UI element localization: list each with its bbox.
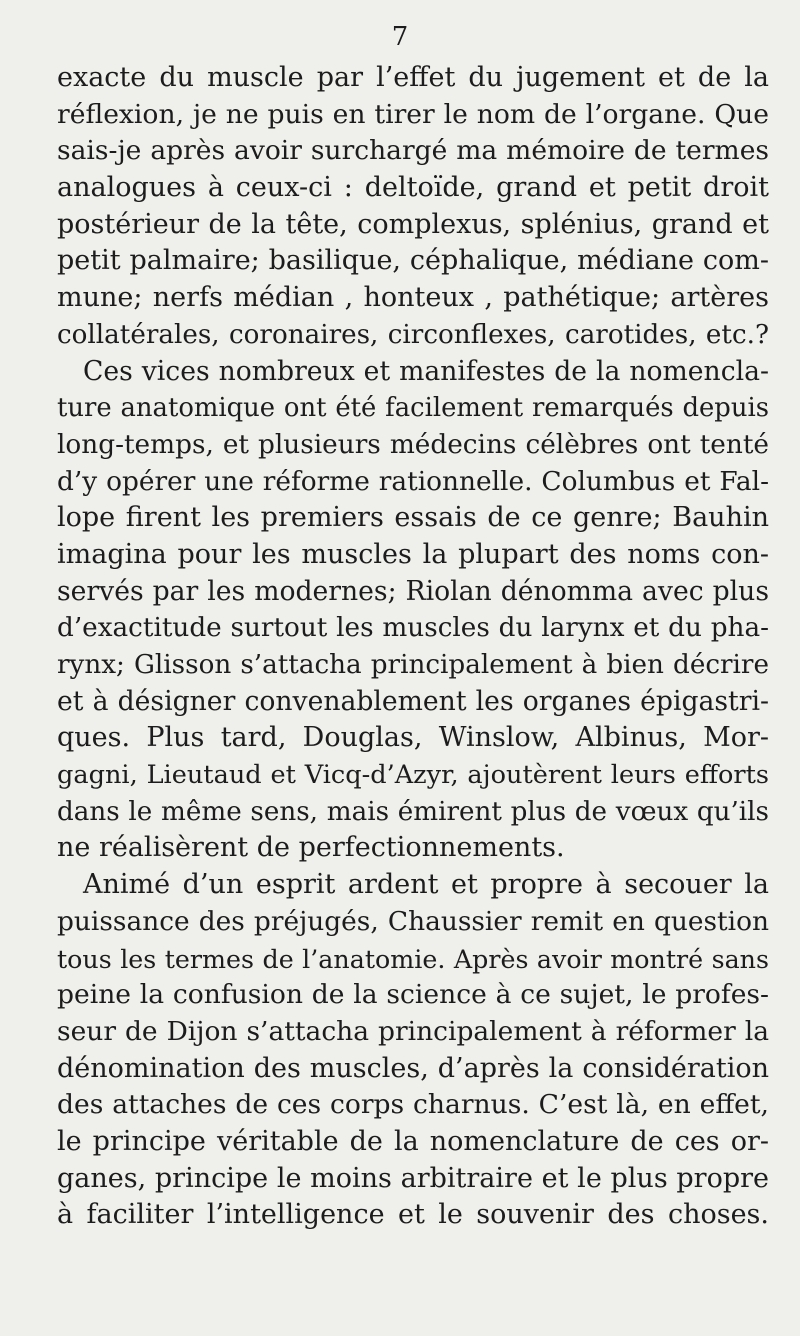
text-line: dans le même sens, mais émirent plus de vœux qu’ils (57, 796, 769, 827)
paragraph-last-line: ne réalisèrent de perfectionnements. (57, 832, 565, 864)
text-line: analogues à ceux-ci : deltoïde, grand et petit droit (57, 172, 769, 204)
text-line: réflexion, je ne puis en tirer le nom de l’organe. Que (57, 98, 769, 130)
paragraph-first-line: Animé d’un esprit ardent et propre à secouer la (83, 869, 769, 901)
text-line: sais-je après avoir surchargé ma mémoire de termes (57, 135, 769, 167)
text-line: à faciliter l’intelligence et le souvenir des choses. (57, 1199, 769, 1231)
text-line: tous les termes de l’anatomie. Après avoir montré sans (57, 943, 769, 974)
text-line: ques. Plus tard, Douglas, Winslow, Albinus, Mor- (57, 722, 769, 754)
text-line: exacte du muscle par l’effet du jugement et de la (57, 62, 769, 93)
text-line: des attaches de ces corps charnus. C’est là, en effet, (57, 1089, 769, 1121)
text-line: imagina pour les muscles la plupart des noms con- (57, 538, 769, 570)
text-line: servés par les modernes; Riolan dénomma avec plus (57, 575, 769, 607)
text-line: lope firent les premiers essais de ce genre; Bauhin (57, 502, 769, 534)
text-line: postérieur de la tête, complexus, splénius, grand et (57, 208, 769, 240)
text-line: le principe véritable de la nomenclature de ces or- (57, 1125, 769, 1157)
text-line: collatérales, coronaires, circonflexes, carotides, etc.? (57, 319, 769, 350)
text-line: et à désigner convenablement les organes épigastri- (57, 685, 769, 717)
text-line: ture anatomique ont été facilement remarqués depuis (57, 393, 769, 424)
text-line: puissance des préjugés, Chaussier remit en question (57, 905, 769, 937)
text-line: dénomination des muscles, d’après la considération (57, 1052, 769, 1084)
body-text (57, 60, 769, 1234)
paragraph-first-line: Ces vices nombreux et manifestes de la nomencla- (83, 355, 769, 387)
text-line: petit palmaire; basilique, céphalique, médiane com- (57, 245, 769, 277)
text-line: long-temps, et plusieurs médecins célèbres ont tenté (57, 429, 769, 460)
text-line: mune; nerfs médian , honteux , pathétique; artères (57, 282, 769, 314)
page-number: 7 (391, 22, 409, 52)
text-line: ganes, principe le moins arbitraire et le plus propre (57, 1162, 769, 1194)
text-line: seur de Dijon s’attacha principalement à réformer la (57, 1015, 769, 1047)
text-line: d’y opérer une réforme rationnelle. Columbus et Fal- (57, 466, 769, 497)
text-line: gagni, Lieutaud et Vicq-d’Azyr, ajoutèrent leurs efforts (57, 760, 769, 791)
text-line: peine la confusion de la science à ce sujet, le profes- (57, 979, 769, 1011)
text-line: rynx; Glisson s’attacha principalement à bien décrire (57, 650, 769, 680)
text-line: d’exactitude surtout les muscles du larynx et du pha- (57, 613, 769, 644)
